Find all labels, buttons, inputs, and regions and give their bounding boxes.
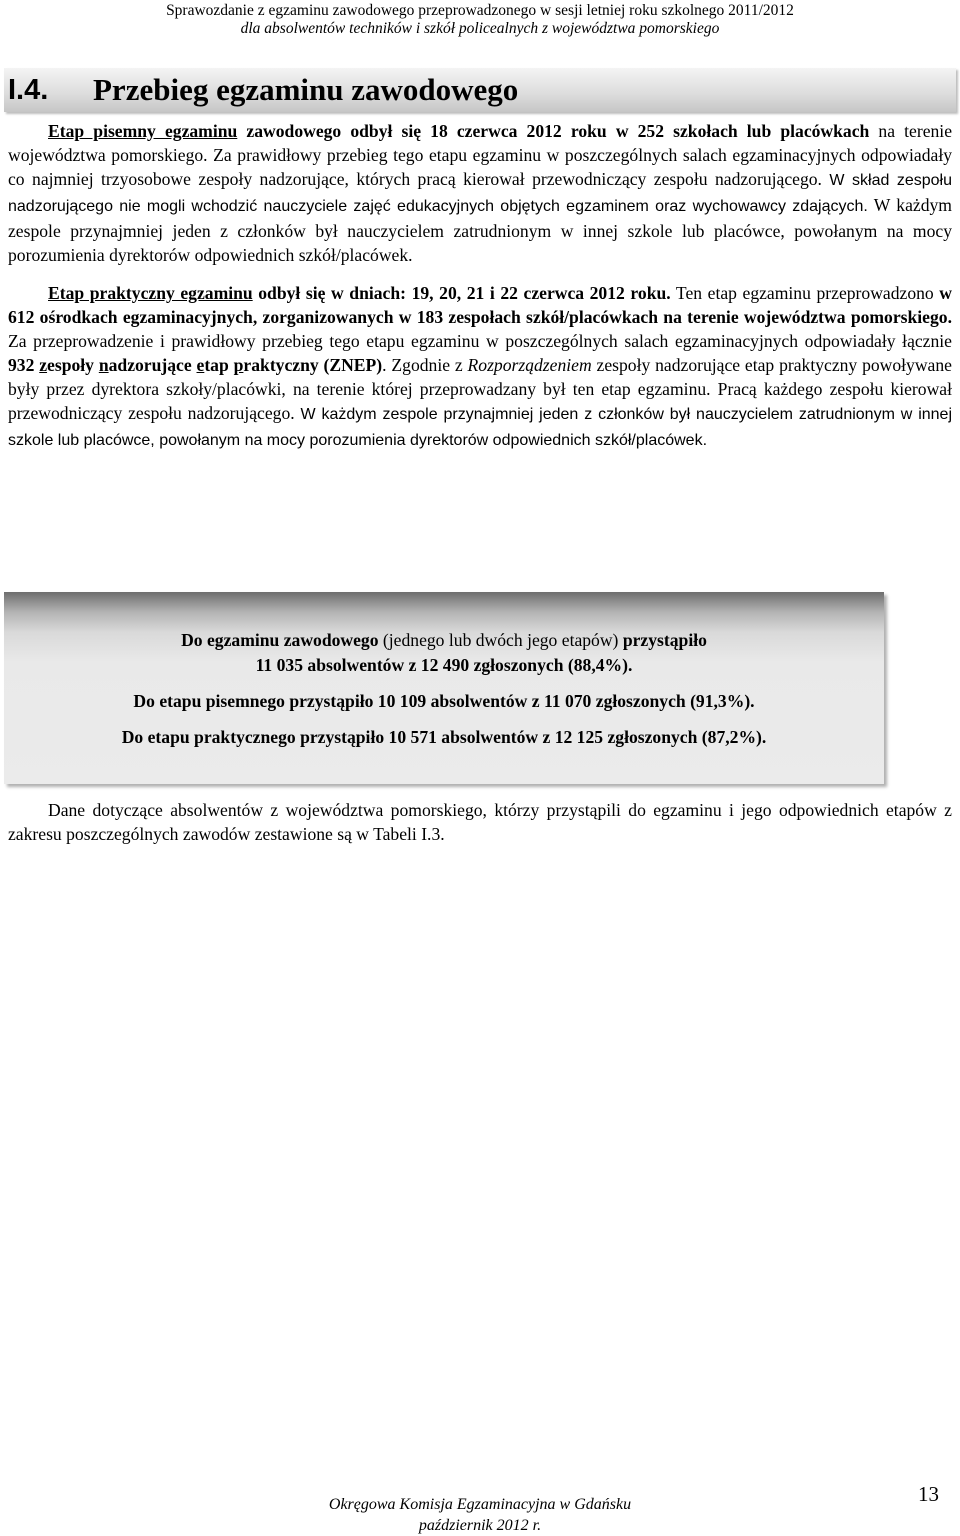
practical-stage-centres: w 612 ośrodkach egzaminacyjnych, zorganizowanych w 183 zespołach szkół/placówkach na terenie województwa pomorskiego. [8, 283, 953, 327]
summary-total-verb: przystąpiło [622, 630, 707, 650]
section-heading [4, 68, 956, 112]
summary-total-count: 11 035 absolwentów z 12 490 zgłoszonych (88,4%). [255, 655, 633, 675]
written-stage-supervision: na terenie województwa pomorskiego. Za prawidłowy przebieg tego etapu egzaminu w poszczególnych salach egzaminacyjnych odpowiadały co najmniej trzyosobowe zespoły nadzorujące, których pracą kierował przewodniczący zespołu nadzorującego. [8, 121, 953, 189]
znep-z: z [39, 355, 48, 375]
practical-stage-intro: Ten etap egzaminu przeprowadzono [670, 283, 940, 303]
footer-organization: Okręgowa Komisja Egzaminacyjna w Gdańsku [328, 1496, 632, 1513]
znep-word-2: adzorujące [108, 355, 197, 375]
znep-n: n [98, 355, 109, 375]
footer-date: październik 2012 r. [418, 1517, 542, 1534]
written-stage-restrictions: W skład zespołu nadzorującego nie mogli wchodzić nauczyciele zajęć edukacyjnych objętych egzaminem oraz wychowawcy zdających. [8, 172, 953, 215]
practical-stage-supervision: Za przeprowadzenie i prawidłowy przebieg tego etapu egzaminu w poszczególnych salach egzaminacyjnych odpowiadały łącznie [8, 331, 952, 351]
znep-word-1: espoły [47, 355, 99, 375]
summary-written-count: Do etapu pisemnego przystąpiło 10 109 absolwentów z 11 070 zgłoszonych (91,3%). [133, 691, 755, 711]
body-text [8, 119, 952, 453]
summary-total-note: (jednego lub dwóch jego etapów) [378, 630, 623, 650]
closing-paragraph [8, 798, 952, 846]
summary-line-total [4, 630, 884, 651]
header-report-subtitle: dla absolwentów techników i szkół policealnych z województwa pomorskiego [240, 20, 720, 37]
summary-line-practical [4, 727, 884, 748]
section-title: Przebieg egzaminu zawodowego [93, 72, 519, 107]
regulation-reference: Rozporządzeniem [467, 355, 592, 375]
header-report-title: Sprawozdanie z egzaminu zawodowego przeprowadzonego w sesji letniej roku szkolnego 2011/2012 [166, 2, 794, 19]
practical-stage-appointment: zespoły nadzorujące etap praktyczny powoływane były przez dyrektora szkoły/placówki, na terenie której przeprowadzany był ten etap egzaminu. Pracą każdego zespołu kierował przewodniczący zespołu nadzorującego. [8, 355, 952, 423]
summary-total-label: Do egzaminu zawodowego [181, 630, 379, 650]
summary-box [4, 592, 884, 784]
written-stage-date: zawodowego odbył się 18 czerwca 2012 roku w 252 szkołach lub placówkach [237, 121, 870, 141]
page-number: 13 [918, 1482, 939, 1506]
written-stage-external-member: W każdym zespole przynajmniej jeden z członków był nauczycielem zatrudnionym w innej szkole lub placówce, powołanym na mocy porozumienia dyrektorów odpowiednich szkół/placówek. [8, 195, 952, 265]
section-number: I.4. [8, 74, 49, 106]
znep-word-4: raktyczny (ZNEP) [243, 355, 383, 375]
znep-count: 932 [8, 355, 40, 375]
practical-stage-dates: odbył się w dniach: 19, 20, 21 i 22 czerwca 2012 roku. [252, 283, 671, 303]
summary-practical-count: Do etapu praktycznego przystąpiło 10 571 absolwentów z 12 125 zgłoszonych (87,2%). [121, 727, 767, 747]
summary-line-total-count [4, 655, 884, 676]
znep-word-3: tap [204, 355, 234, 375]
znep-e: e [196, 355, 205, 375]
practical-stage-external-member: W każdym zespole przynajmniej jeden z członków był nauczycielem zatrudnionym w innej szkole lub placówce, powołanym na mocy porozumienia dyrektorów odpowiednich szkół/placówek. [8, 406, 952, 449]
practical-stage-regulation-intro: . Zgodnie z [382, 355, 468, 375]
paragraph-written-stage [8, 119, 952, 267]
practical-stage-label: Etap praktyczny egzaminu [48, 283, 253, 303]
page-footer [0, 1494, 960, 1536]
summary-line-written [4, 691, 884, 712]
paragraph-practical-stage [8, 281, 952, 453]
page-header [0, 2, 960, 38]
znep-p: p [233, 355, 244, 375]
written-stage-label: Etap pisemny egzaminu [48, 121, 238, 141]
closing-text: Dane dotyczące absolwentów z województwa pomorskiego, którzy przystąpili do egzaminu i jego odpowiednich etapów z zakresu poszczególnych zawodów zestawione są w Tabeli I.3. [8, 800, 952, 844]
